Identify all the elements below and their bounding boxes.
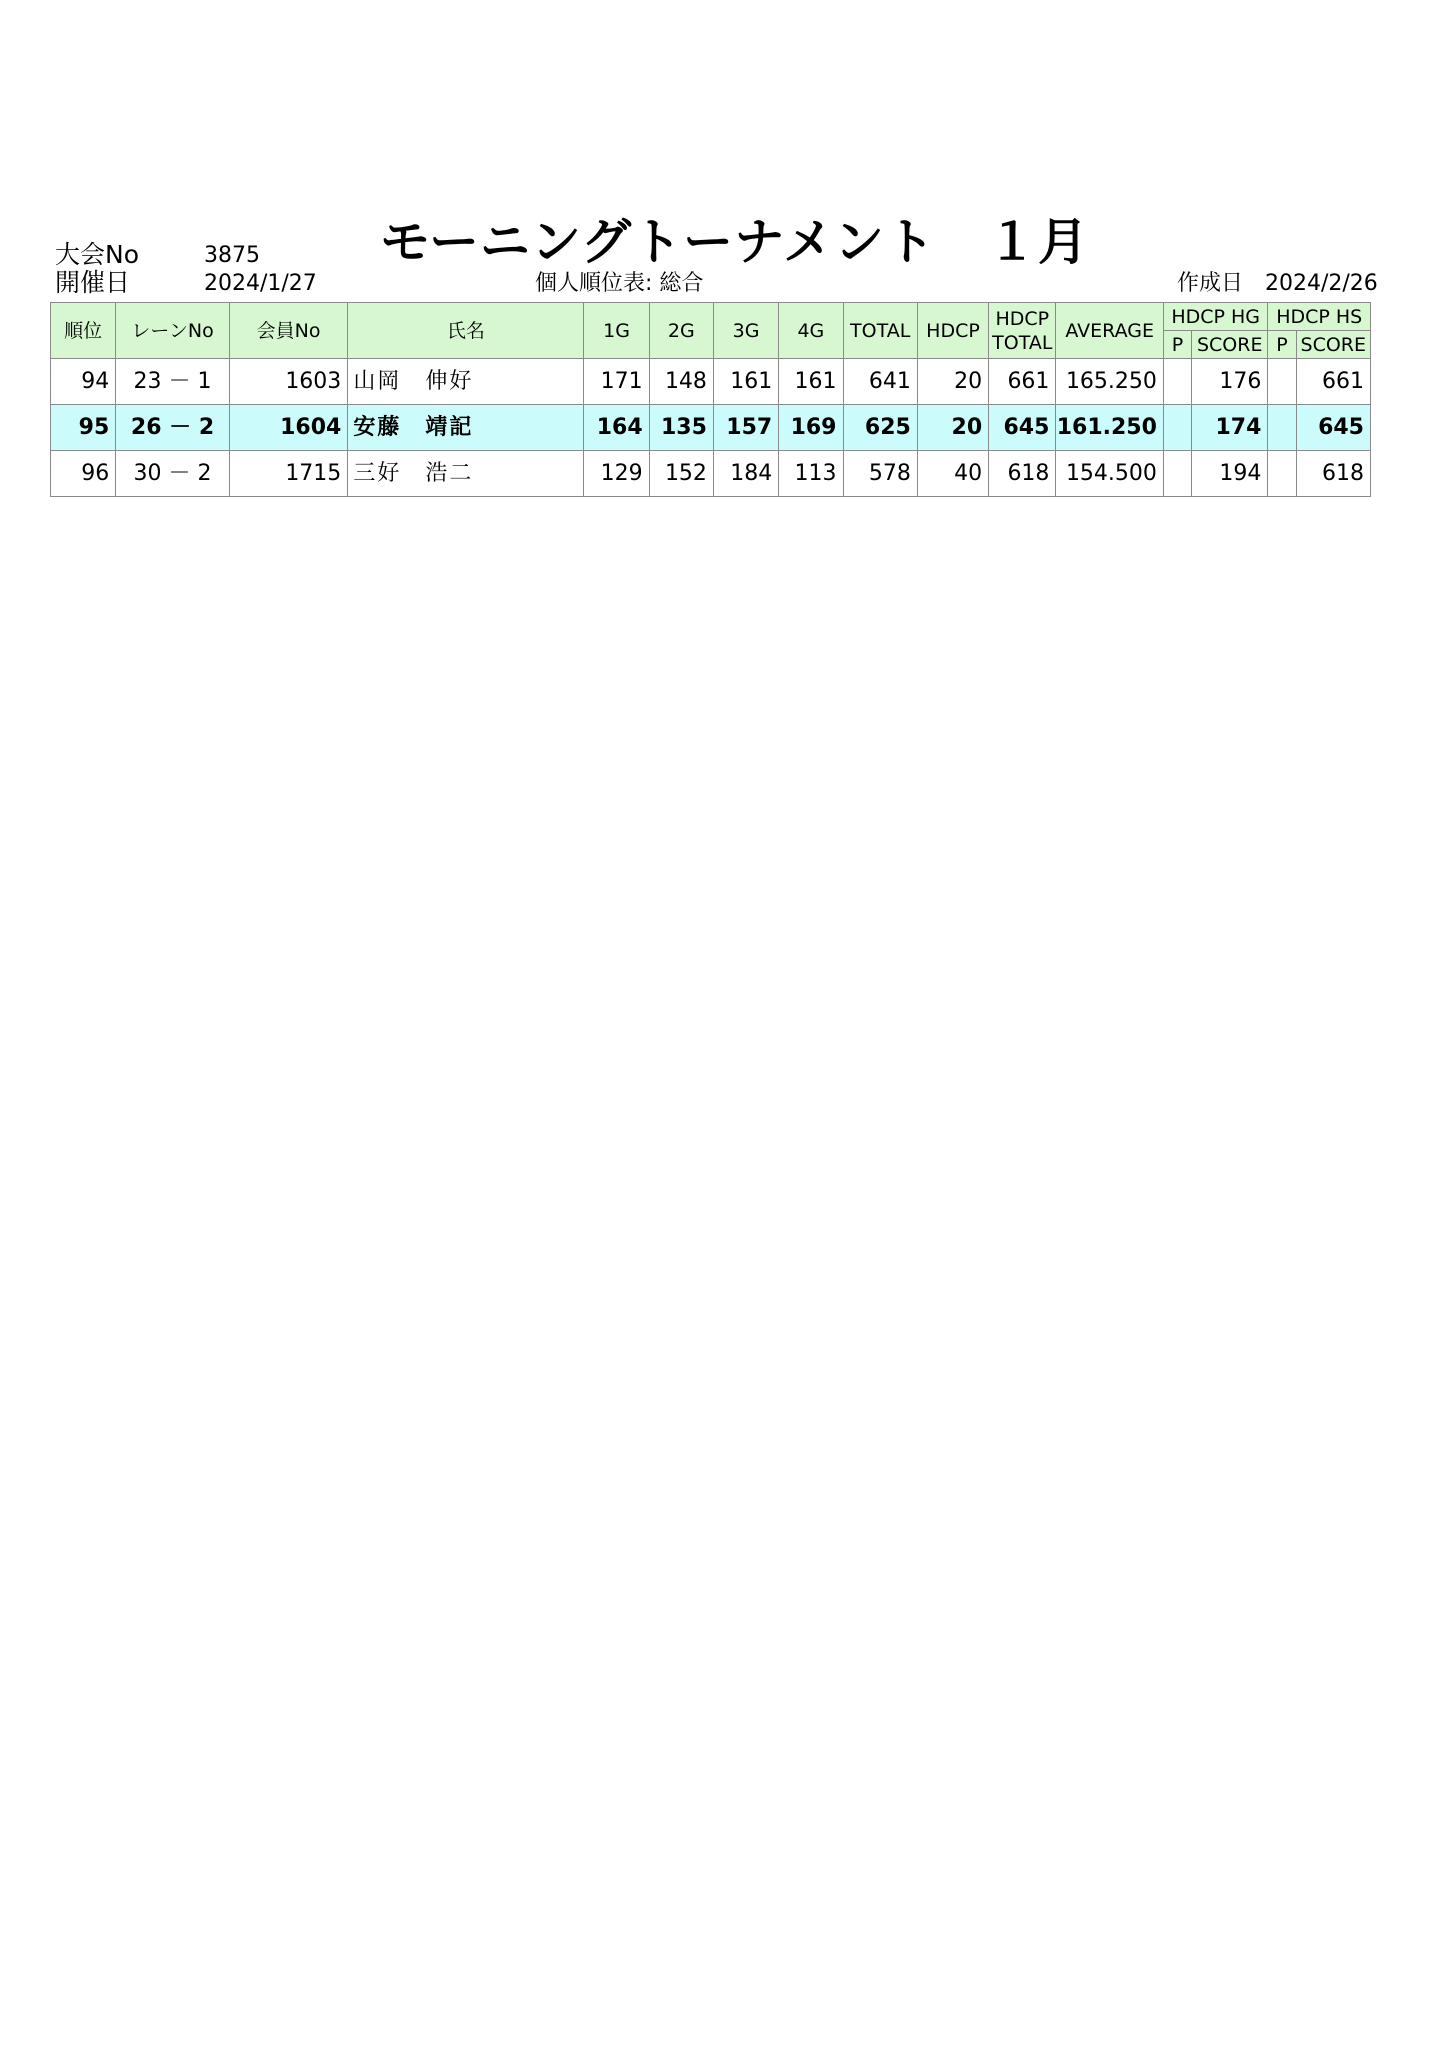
name-cell: 三好 浩二 bbox=[348, 451, 584, 497]
hs-score-cell: 661 bbox=[1296, 359, 1370, 405]
name-cell: 山岡 伸好 bbox=[348, 359, 584, 405]
hs-p-cell bbox=[1268, 359, 1296, 405]
col-name: 氏名 bbox=[348, 303, 584, 359]
game-1-cell: 129 bbox=[584, 451, 649, 497]
results-table bbox=[50, 302, 1371, 497]
hg-p-cell bbox=[1163, 359, 1191, 405]
col-hdcp-hs: HDCP HS bbox=[1268, 303, 1371, 331]
hg-p-cell bbox=[1163, 451, 1191, 497]
col-hdcp: HDCP bbox=[917, 303, 988, 359]
event-date: 2024/1/27 bbox=[204, 271, 317, 296]
hg-p-cell bbox=[1163, 405, 1191, 451]
col-rank: 順位 bbox=[51, 303, 116, 359]
game-4-cell: 169 bbox=[779, 405, 843, 451]
rank-cell: 95 bbox=[51, 405, 116, 451]
game-2-cell: 152 bbox=[649, 451, 713, 497]
col-game-1: 1G bbox=[584, 303, 649, 359]
col-member-no: 会員No bbox=[229, 303, 348, 359]
hg-score-cell: 194 bbox=[1192, 451, 1268, 497]
hs-p-cell bbox=[1268, 451, 1296, 497]
created-label: 作成日 bbox=[1177, 271, 1244, 296]
rank-cell: 96 bbox=[51, 451, 116, 497]
game-3-cell: 157 bbox=[713, 405, 778, 451]
game-4-cell: 161 bbox=[779, 359, 843, 405]
hg-score-cell: 176 bbox=[1192, 359, 1268, 405]
table-row bbox=[51, 451, 1371, 497]
hdcp-total-cell: 645 bbox=[989, 405, 1056, 451]
lane-cell: 23 － 1 bbox=[116, 359, 230, 405]
col-hdcp-total bbox=[989, 303, 1056, 359]
col-hdcp-total-line1: HDCP bbox=[995, 307, 1050, 330]
hdcp-cell: 20 bbox=[917, 405, 988, 451]
game-3-cell: 184 bbox=[713, 451, 778, 497]
rank-cell: 94 bbox=[51, 359, 116, 405]
col-hs-score: SCORE bbox=[1296, 331, 1370, 359]
tournament-no: 3875 bbox=[204, 243, 260, 268]
col-game-2: 2G bbox=[649, 303, 713, 359]
total-cell: 625 bbox=[843, 405, 917, 451]
hdcp-total-cell: 661 bbox=[989, 359, 1056, 405]
report-subtitle: 個人順位表: 総合 bbox=[535, 271, 704, 296]
hs-p-cell bbox=[1268, 405, 1296, 451]
game-3-cell: 161 bbox=[713, 359, 778, 405]
game-2-cell: 148 bbox=[649, 359, 713, 405]
name-cell: 安藤 靖記 bbox=[348, 405, 584, 451]
average-cell: 154.500 bbox=[1056, 451, 1163, 497]
table-row bbox=[51, 359, 1371, 405]
game-1-cell: 171 bbox=[584, 359, 649, 405]
total-cell: 578 bbox=[843, 451, 917, 497]
member-no-cell: 1603 bbox=[229, 359, 348, 405]
date-label: 開催日 bbox=[55, 268, 131, 297]
game-4-cell: 113 bbox=[779, 451, 843, 497]
average-cell: 165.250 bbox=[1056, 359, 1163, 405]
col-total: TOTAL bbox=[843, 303, 917, 359]
hg-score-cell: 174 bbox=[1192, 405, 1268, 451]
game-2-cell: 135 bbox=[649, 405, 713, 451]
table-row-highlighted bbox=[51, 405, 1371, 451]
hdcp-cell: 40 bbox=[917, 451, 988, 497]
col-game-3: 3G bbox=[713, 303, 778, 359]
game-1-cell: 164 bbox=[584, 405, 649, 451]
hdcp-total-cell: 618 bbox=[989, 451, 1056, 497]
col-average: AVERAGE bbox=[1056, 303, 1163, 359]
col-hg-p: P bbox=[1163, 331, 1191, 359]
lane-cell: 30 － 2 bbox=[116, 451, 230, 497]
total-cell: 641 bbox=[843, 359, 917, 405]
tournament-no-label: 大会No bbox=[55, 240, 139, 269]
member-no-cell: 1604 bbox=[229, 405, 348, 451]
col-lane: レーンNo bbox=[116, 303, 230, 359]
average-cell: 161.250 bbox=[1056, 405, 1163, 451]
hs-score-cell: 645 bbox=[1296, 405, 1370, 451]
created-date: 2024/2/26 bbox=[1265, 271, 1378, 296]
col-hg-score: SCORE bbox=[1192, 331, 1268, 359]
lane-cell: 26 － 2 bbox=[116, 405, 230, 451]
hdcp-cell: 20 bbox=[917, 359, 988, 405]
col-hs-p: P bbox=[1268, 331, 1296, 359]
col-game-4: 4G bbox=[779, 303, 843, 359]
col-hdcp-total-line2: TOTAL bbox=[992, 331, 1053, 354]
member-no-cell: 1715 bbox=[229, 451, 348, 497]
hs-score-cell: 618 bbox=[1296, 451, 1370, 497]
page-title: モーニングトーナメント １月 bbox=[380, 213, 1089, 271]
col-hdcp-hg: HDCP HG bbox=[1163, 303, 1267, 331]
